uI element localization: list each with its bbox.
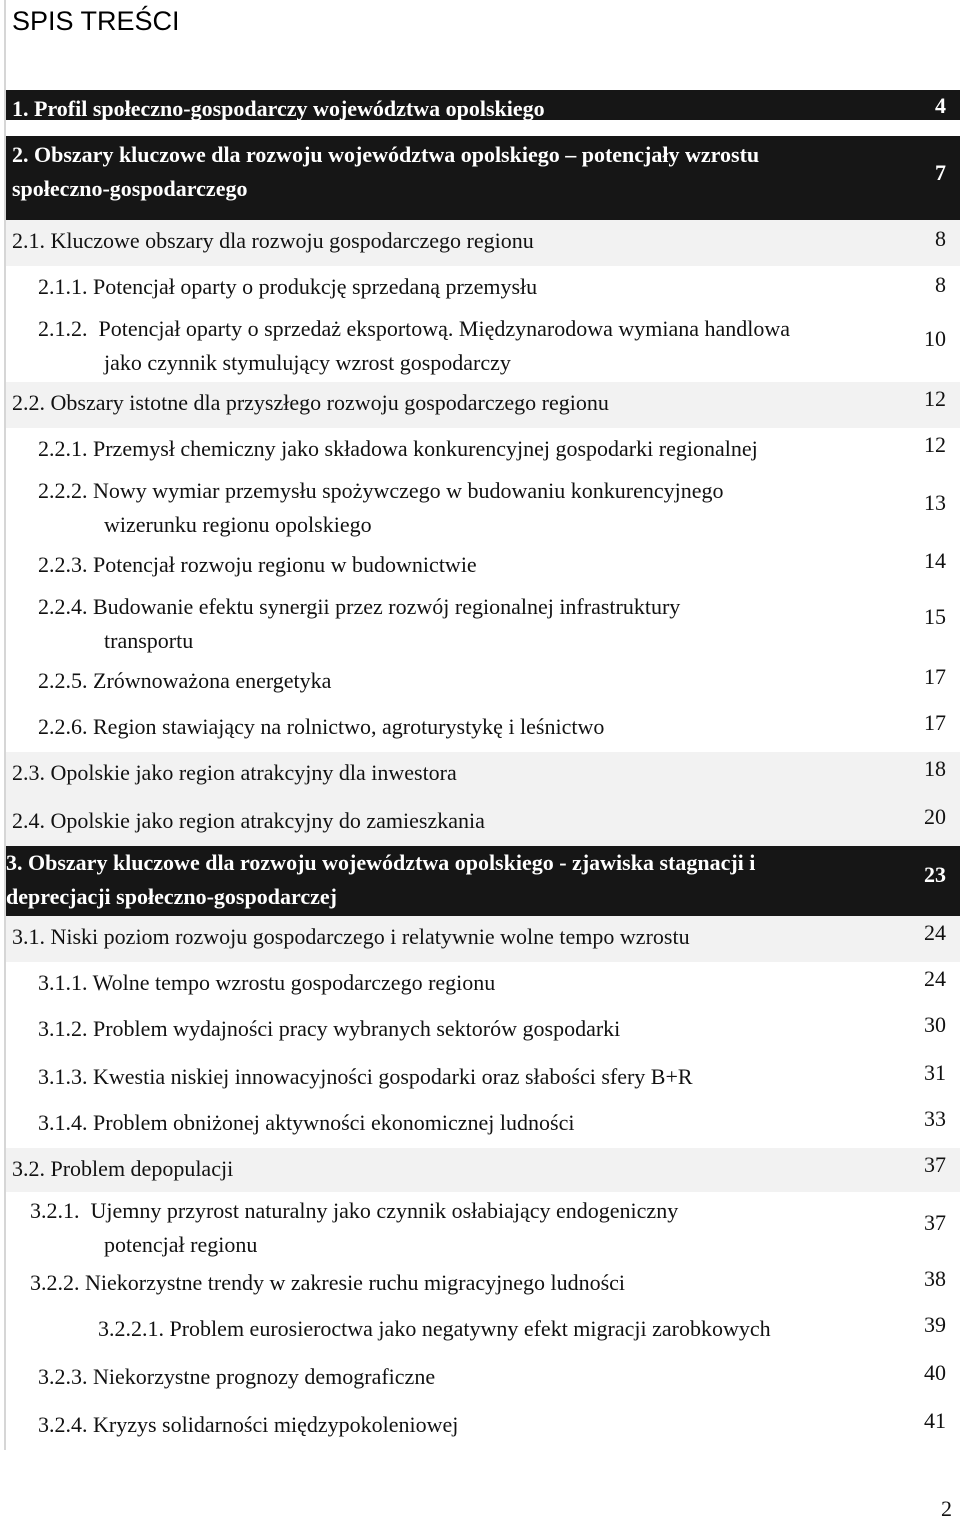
toc-entry-title-line: wizerunku regionu opolskiego: [104, 512, 372, 537]
toc-row[interactable]: [6, 1262, 960, 1308]
toc-row[interactable]: [6, 474, 960, 544]
toc-entry-title: 3.2.4. Kryzys solidarności międzypokoleniowej: [38, 1412, 459, 1437]
toc-row[interactable]: [6, 428, 960, 474]
toc-entry-page: 30: [924, 1012, 946, 1037]
toc-entry-page: 14: [924, 548, 946, 573]
toc-entry-title-line: jako czynnik stymulujący wzrost gospodarczy: [104, 350, 511, 375]
toc-entry-page: 20: [924, 804, 946, 829]
toc-entry-page: 37: [924, 1210, 946, 1235]
toc-row[interactable]: [6, 136, 960, 220]
toc-row[interactable]: [6, 1008, 960, 1056]
page-number: 2: [941, 1496, 952, 1521]
toc-row[interactable]: [6, 1056, 960, 1102]
toc-row[interactable]: [6, 706, 960, 752]
toc-entry-title: 3.2.3. Niekorzystne prognozy demograficzne: [38, 1364, 436, 1389]
toc-entry-page: 40: [924, 1360, 946, 1385]
toc-row[interactable]: [6, 752, 960, 800]
toc-row[interactable]: [6, 1102, 960, 1148]
toc-row[interactable]: [6, 1308, 960, 1356]
toc-entry-title-line: deprecjacji społeczno-gospodarczej: [6, 884, 337, 909]
toc-entry-page: 12: [924, 386, 946, 411]
toc-entry-title: 3.1.3. Kwestia niskiej innowacyjności gospodarki oraz słabości sfery B+R: [38, 1064, 693, 1089]
toc-entry-title-line: 2.2.2. Nowy wymiar przemysłu spożywczego w budowaniu konkurencyjnego: [38, 478, 724, 503]
toc-row[interactable]: [6, 800, 960, 846]
toc-row[interactable]: [6, 544, 960, 590]
toc-row[interactable]: [6, 220, 960, 266]
toc-entry-page: 8: [935, 272, 946, 297]
toc-entry-title-line: transportu: [104, 628, 194, 653]
toc-entry-page: 4: [935, 93, 946, 118]
toc-entry-title: 2.1. Kluczowe obszary dla rozwoju gospodarczego regionu: [12, 228, 534, 253]
toc-entry-title: [6, 846, 755, 914]
toc-row[interactable]: [6, 660, 960, 706]
toc-entry-title: [38, 590, 680, 658]
toc-entry-title-line: 3. Obszary kluczowe dla rozwoju województwa opolskiego - zjawiska stagnacji i: [6, 850, 756, 875]
toc-entry-title: [12, 138, 759, 206]
toc-entry-title: 3.1.2. Problem wydajności pracy wybranych sektorów gospodarki: [38, 1016, 621, 1041]
toc-entry-page: 17: [924, 710, 946, 735]
toc-entry-title: 2.2.6. Region stawiający na rolnictwo, agroturystykę i leśnictwo: [38, 714, 605, 739]
toc-row[interactable]: [6, 90, 960, 120]
toc-row[interactable]: [6, 962, 960, 1008]
toc-entry-title: [38, 474, 724, 542]
toc-entry-title: 3.2.2. Niekorzystne trendy w zakresie ruchu migracyjnego ludności: [30, 1270, 626, 1295]
toc-entry-page: 33: [924, 1106, 946, 1131]
toc-entry-page: 12: [924, 432, 946, 457]
toc-row[interactable]: [6, 590, 960, 660]
toc-entry-title: 1. Profil społeczno-gospodarczy województwa opolskiego: [12, 96, 545, 121]
toc-entry-title: 3.1. Niski poziom rozwoju gospodarczego i relatywnie wolne tempo wzrostu: [12, 924, 690, 949]
toc-row[interactable]: [6, 310, 960, 382]
toc-entry-title: 3.1.1. Wolne tempo wzrostu gospodarczego regionu: [38, 970, 496, 995]
toc-entry-page: 8: [935, 226, 946, 251]
toc-entry-page: 15: [924, 604, 946, 629]
toc-entry-page: 13: [924, 490, 946, 515]
toc-entry-title-line: 2.1.2. Potencjał oparty o sprzedaż eksportową. Międzynarodowa wymiana handlowa: [38, 316, 791, 341]
toc-entry-title: 2.3. Opolskie jako region atrakcyjny dla inwestora: [12, 760, 457, 785]
toc-entry-title: 2.2. Obszary istotne dla przyszłego rozwoju gospodarczego regionu: [12, 390, 609, 415]
toc-entry-page: 10: [924, 326, 946, 351]
toc-entry-page: 18: [924, 756, 946, 781]
toc-entry-page: 24: [924, 966, 946, 991]
toc-entry-title: [38, 312, 790, 380]
toc-row[interactable]: [6, 1192, 960, 1262]
toc-row[interactable]: [6, 1404, 960, 1450]
toc-row[interactable]: [6, 266, 960, 310]
toc-entry-page: 24: [924, 920, 946, 945]
toc-entry-page: 37: [924, 1152, 946, 1177]
toc-entry-title: 2.2.1. Przemysł chemiczny jako składowa konkurencyjnej gospodarki regionalnej: [38, 436, 758, 461]
toc-entry-page: 7: [935, 160, 946, 185]
toc-entry-page: 38: [924, 1266, 946, 1291]
toc-entry-title-line: społeczno-gospodarczego: [12, 176, 248, 201]
toc-row[interactable]: [6, 1356, 960, 1404]
toc-entry-title-line: 2.2.4. Budowanie efektu synergii przez rozwój regionalnej infrastruktury: [38, 594, 681, 619]
toc-entry-title-line: potencjał regionu: [104, 1232, 258, 1257]
toc-entry-title: [30, 1194, 678, 1262]
toc-row[interactable]: [6, 846, 960, 916]
toc-row[interactable]: [6, 382, 960, 428]
toc-entry-page: 39: [924, 1312, 946, 1337]
toc-entry-page: 17: [924, 664, 946, 689]
toc-entry-page: 23: [924, 862, 946, 887]
toc-entry-title-line: 3.2.1. Ujemny przyrost naturalny jako czynnik osłabiający endogeniczny: [30, 1198, 679, 1223]
toc-entry-page: 31: [924, 1060, 946, 1085]
toc-entry-title: 3.1.4. Problem obniżonej aktywności ekonomicznej ludności: [38, 1110, 575, 1135]
toc-entry-title: 2.2.3. Potencjał rozwoju regionu w budownictwie: [38, 552, 477, 577]
toc-entry-title: 2.2.5. Zrównoważona energetyka: [38, 668, 332, 693]
toc-row[interactable]: [6, 916, 960, 962]
toc-entry-title-line: 2. Obszary kluczowe dla rozwoju województwa opolskiego – potencjały wzrostu: [12, 142, 760, 167]
toc-entry-title: 3.2. Problem depopulacji: [12, 1156, 234, 1181]
toc-entry-title: 3.2.2.1. Problem eurosieroctwa jako negatywny efekt migracji zarobkowych: [98, 1316, 771, 1341]
toc-entry-page: 41: [924, 1408, 946, 1433]
toc-row[interactable]: [6, 1148, 960, 1192]
toc-entry-title: 2.1.1. Potencjał oparty o produkcję sprzedaną przemysłu: [38, 274, 538, 299]
page-title: SPIS TREŚCI: [12, 6, 180, 36]
toc-entry-title: 2.4. Opolskie jako region atrakcyjny do zamieszkania: [12, 808, 485, 833]
